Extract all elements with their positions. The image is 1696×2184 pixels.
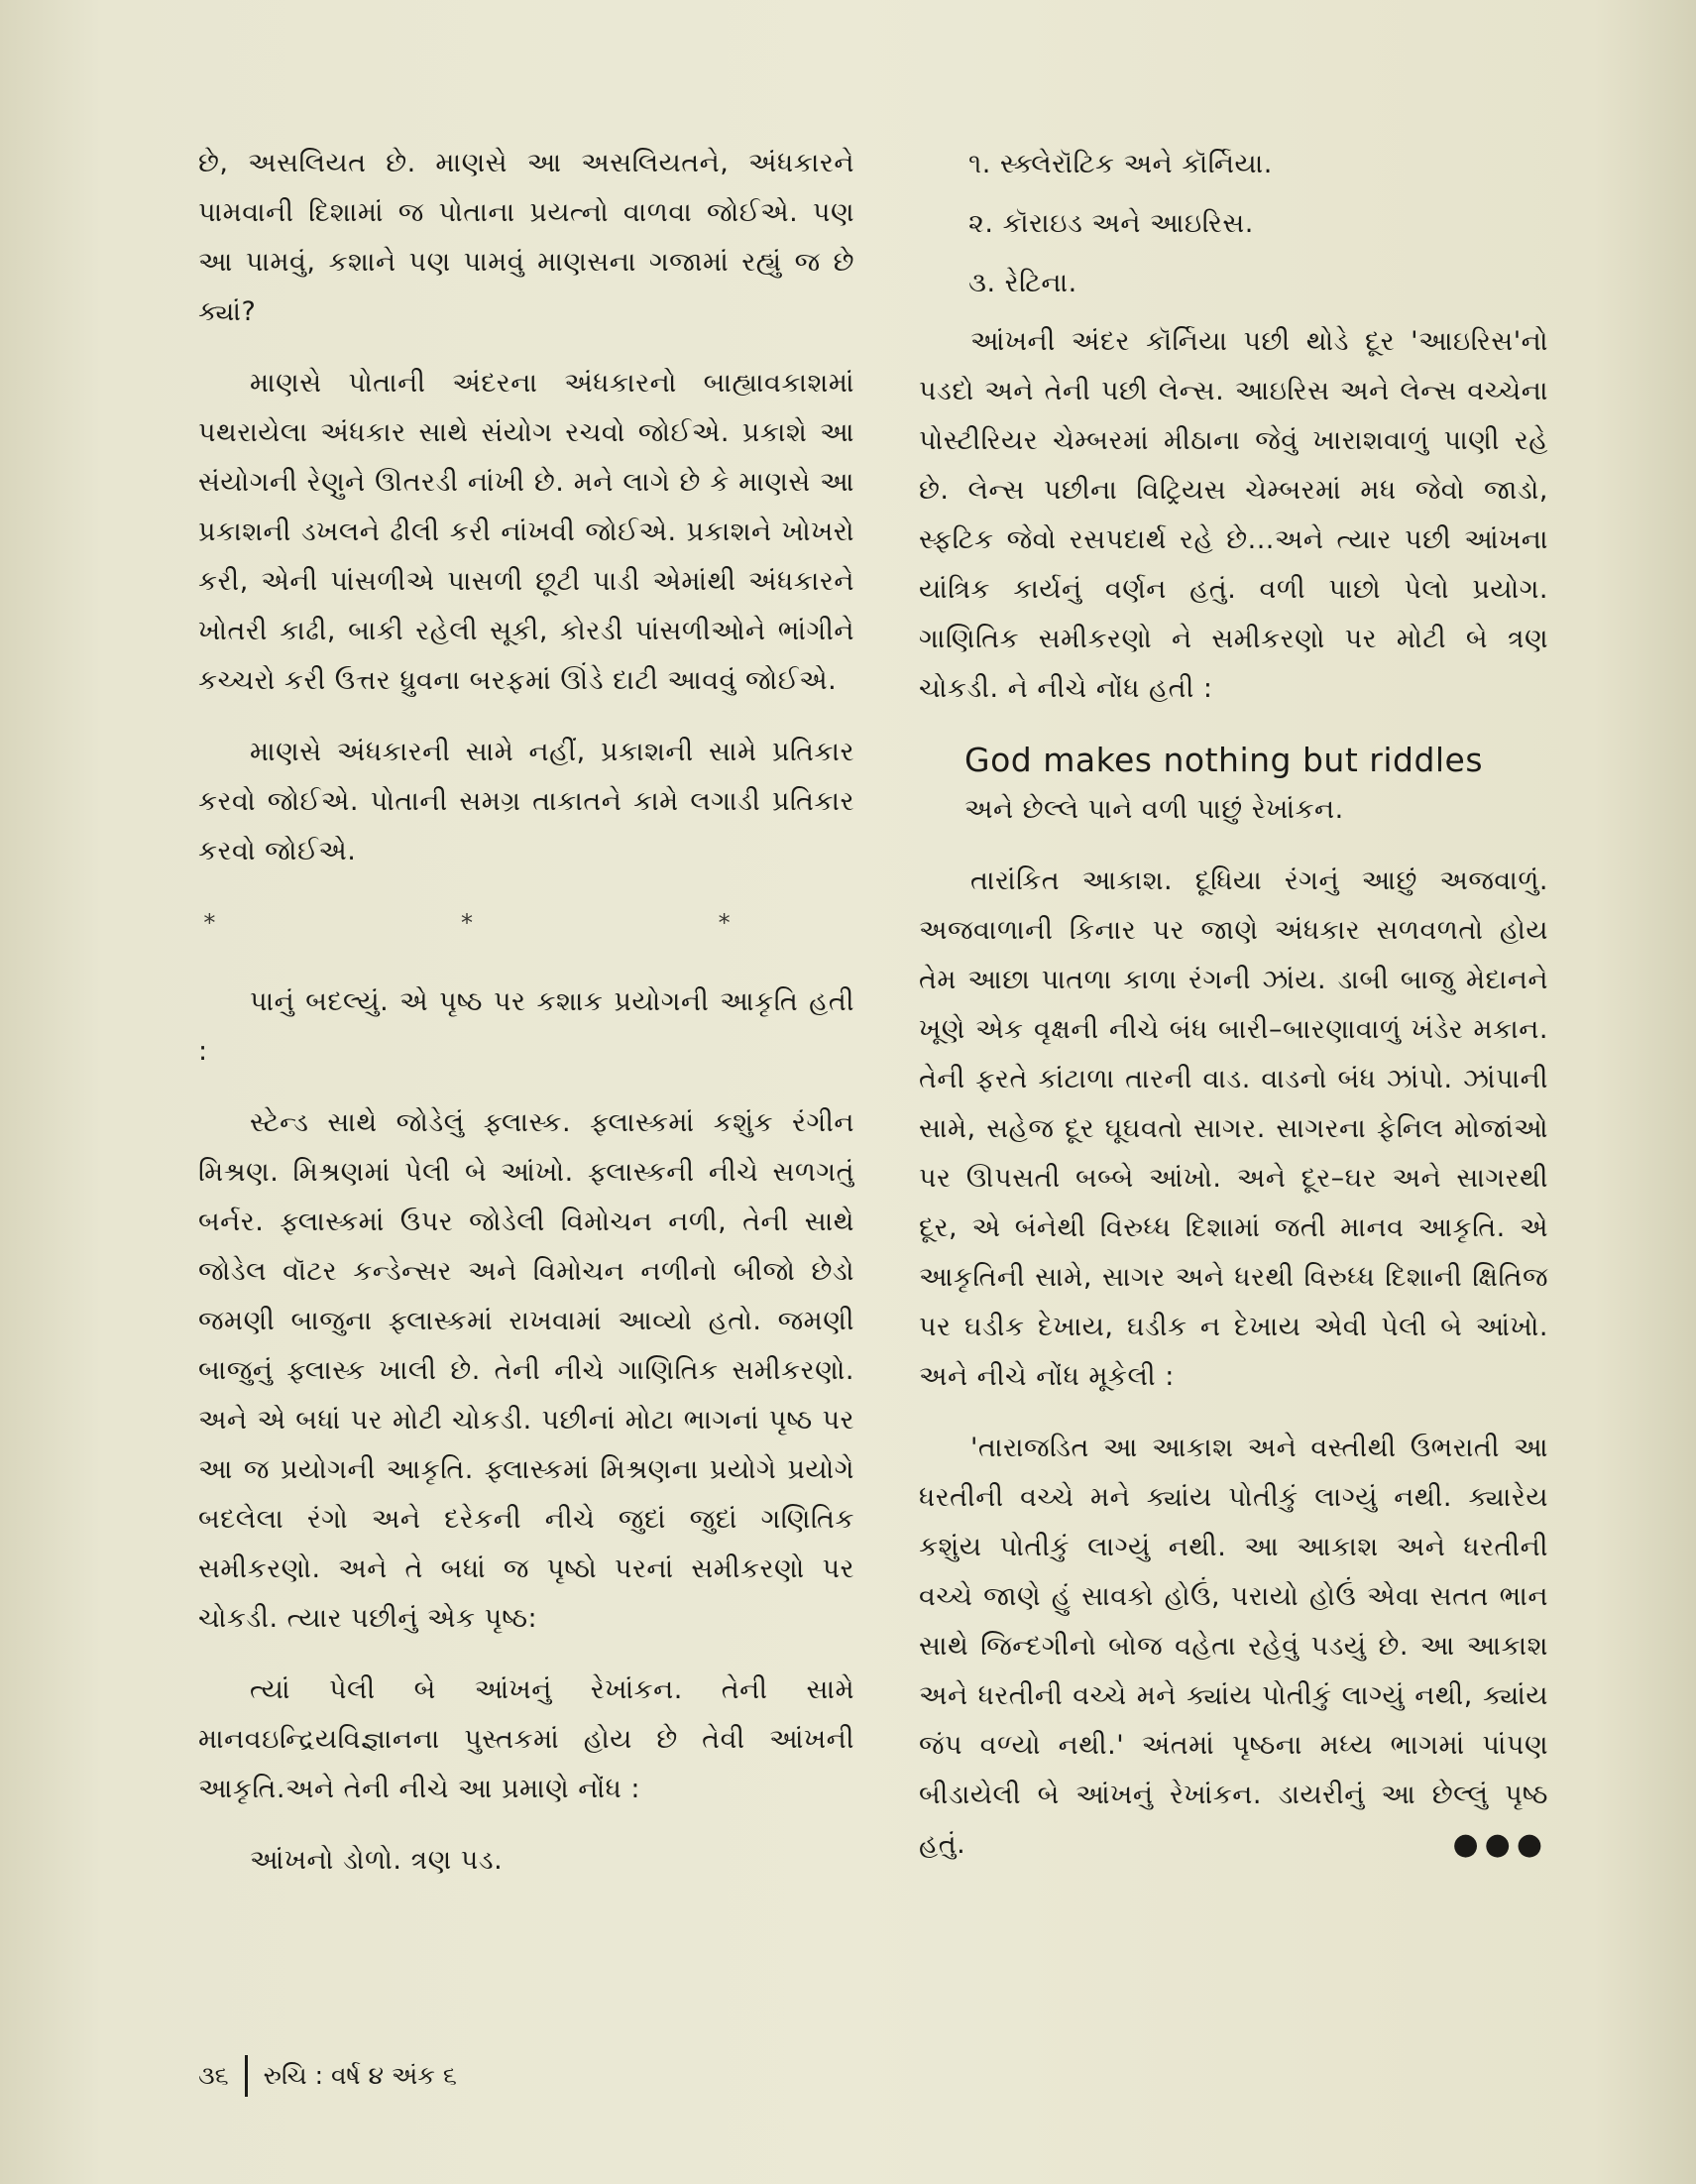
page-footer bbox=[198, 2055, 457, 2097]
paragraph: ત્યાં પેલી બે આંખનું રેખાંકન. તેની સામે માનવઇન્દ્રિયવિજ્ઞાનના પુસ્તકમાં હોય છે તેવી આંખની આકૃતિ.અને તેની નીચે આ પ્રમાણે નોંધ : bbox=[198, 1674, 854, 1804]
list-item: ૨. કૉરાઇડ અને આઇરિસ. bbox=[968, 208, 1254, 239]
paragraph: આંખનો ડોળો. ત્રણ પડ. bbox=[250, 1845, 504, 1876]
end-mark-dots: ●●● bbox=[1452, 1827, 1548, 1862]
section-break-stars: * * * bbox=[203, 909, 849, 937]
paragraph: સ્ટેન્ડ સાથે જોડેલું ફ્લાસ્ક. ફ્લાસ્કમાં કશુંક રંગીન મિશ્રણ. મિશ્રણમાં પેલી બે આંખો. ફ્લાસ્કની નીચે સળગતું બર્નર. ફ્લાસ્કમાં ઉપર જોડેલી વિમોચન નળી, તેની સાથે જોડેલ વૉટર કન્ડેન્સર અને વિમોચન નળીનો બીજો છેડો જમણી બાજુના ફ્લાસ્કમાં રાખવામાં આવ્યો હતો. જમણી બાજુનું ફ્લાસ્ક ખાલી છે. તેની નીચે ગાણિતિક સમીકરણો. અને એ બધાં પર મોટી ચોકડી. પછીનાં મોટા ભાગનાં પૃષ્ઠ પર આ જ પ્રયોગની આકૃતિ. ફ્લાસ્કમાં મિશ્રણના પ્રયોગે પ્રયોગે બદલેલા રંગો અને દરેકની નીચે જુદાં જુદાં ગણિતિક સમીકરણો. અને તે બધાં જ પૃષ્ઠો પરનાં સમીકરણો પર ચોકડી. ત્યાર પછીનું એક પૃષ્ઠ: bbox=[198, 1107, 854, 1634]
paragraph: માણસે પોતાની અંદરના અંધકારનો બાહ્યાવકાશમાં પથરાયેલા અંધકાર સાથે સંયોગ રચવો જોઈએ. પ્રકાશે આ સંયોગની રેણુને ઊતરડી નાંખી છે. મને લાગે છે કે માણસે આ પ્રકાશની ડખલને ઢીલી કરી નાંખવી જોઈએ. પ્રકાશને ખોખરો કરી, એની પાંસળીએ પાસળી છૂટી પાડી એમાંથી અંધકારને ખોતરી કાઢી, બાકી રહેલી સૂકી, કોરડી પાંસળીઓને ભાંગીને કચ્ચરો કરી ઉત્તર ધ્રુવના બરફમાં ઊંડે દાટી આવવું જોઈએ. bbox=[198, 368, 854, 696]
footer-divider bbox=[245, 2055, 248, 2097]
journal-name: રુચિ : વર્ષ ૪ અંક ૬ bbox=[263, 2061, 457, 2090]
paragraph: માણસે અંધકારની સામે નહીં, પ્રકાશની સામે પ્રતિકાર કરવો જોઈએ. પોતાની સમગ્ર તાકાતને કામે લગાડી પ્રતિકાર કરવો જોઈએ. bbox=[198, 737, 854, 866]
right-column bbox=[919, 139, 1548, 1870]
list-item: ૩. રેટિના. bbox=[968, 268, 1077, 298]
paragraph: છે, અસલિયત છે. માણસે આ અસલિયતને, અંધકારને પામવાની દિશામાં જ પોતાના પ્રયત્નો વાળવા જોઈએ. પણ આ પામવું, કશાને પણ પામવું માણસના ગજામાં રહ્યું જ છે ક્યાં? bbox=[198, 148, 854, 327]
page-number: ૩૬ bbox=[198, 2061, 229, 2090]
paragraph: અને છેલ્લે પાને વળી પાછું રેખાંકન. bbox=[964, 794, 1344, 825]
left-column bbox=[198, 139, 854, 1907]
paragraph: 'તારાજડિત આ આકાશ અને વસ્તીથી ઉભરાતી આ ધરતીની વચ્ચે મને ક્યાંય પોતીકું લાગ્યું નથી. ક્યારેય કશુંય પોતીકું લાગ્યું નથી. આ આકાશ અને ધરતીની વચ્ચે જાણે હું સાવકો હોઉં, પરાયો હોઉં એવા સતત ભાન સાથે જિન્દગીનો બોજ વહેતા રહેવું પડયું છે. આ આકાશ અને ધરતીની વચ્ચે મને ક્યાંય પોતીકું લાગ્યું નથી, ક્યાંય જંપ વળ્યો નથી.' અંતમાં પૃષ્ઠના મધ્ય ભાગમાં પાંપણ બીડાયેલી બે આંખનું રેખાંકન. ડાયરીનું આ છેલ્લું પૃષ્ઠ હતું. bbox=[919, 1433, 1548, 1860]
english-quote: God makes nothing but riddles bbox=[964, 741, 1484, 779]
paragraph: તારાંકિત આકાશ. દૂધિયા રંગનું આછું અજવાળું. અજવાળાની કિનાર પર જાણે અંધકાર સળવળતો હોય તેમ આછા પાતળા કાળા રંગની ઝાંય. ડાબી બાજુ મેદાનને ખૂણે એક વૃક્ષની નીચે બંધ બારી–બારણાવાળું ખંડેર મકાન. તેની ફરતે કાંટાળા તારની વાડ. વાડનો બંધ ઝાંપો. ઝાંપાની સામે, સહેજ દૂર ઘૂઘવતો સાગર. સાગરના ફેનિલ મોજાંઓ પર ઊપસતી બબ્બે આંખો. અને દૂર–ઘર અને સાગરથી દૂર, એ બંનેથી વિરુધ્ધ દિશામાં જતી માનવ આકૃતિ. એ આકૃતિની સામે, સાગર અને ધરથી વિરુધ્ધ દિશાની ક્ષિતિજ પર ઘડીક દેખાય, ઘડીક ન દેખાય એવી પેલી બે આંખો. અને નીચે નોંધ મૂકેલી : bbox=[919, 865, 1548, 1392]
paragraph: આંખની અંદર કૉર્નિયા પછી થોડે દૂર 'આઇરિસ'નો પડદો અને તેની પછી લેન્સ. આઇરિસ અને લેન્સ વચ્ચેના પોસ્ટીરિયર ચેમ્બરમાં મીઠાના જેવું ખારાશવાળું પાણી રહે છે. લેન્સ પછીના વિટ્રિયસ ચેમ્બરમાં મધ જેવો જાડો, સ્ફટિક જેવો રસપદાર્થ રહે છે...અને ત્યાર પછી આંખના યાંત્રિક કાર્યનું વર્ણન હતું. વળી પાછો પેલો પ્રયોગ. ગાણિતિક સમીકરણો ને સમીકરણો પર મોટી બે ત્રણ ચોકડી. ને નીચે નોંધ હતી : bbox=[919, 326, 1548, 704]
paragraph: પાનું બદલ્યું. એ પૃષ્ઠ પર કશાક પ્રયોગની આકૃતિ હતી : bbox=[198, 986, 854, 1067]
final-paragraph-block bbox=[919, 1424, 1548, 1870]
list-item: ૧. સ્ક્લેરૉટિક અને કૉર્નિયા. bbox=[968, 149, 1273, 179]
